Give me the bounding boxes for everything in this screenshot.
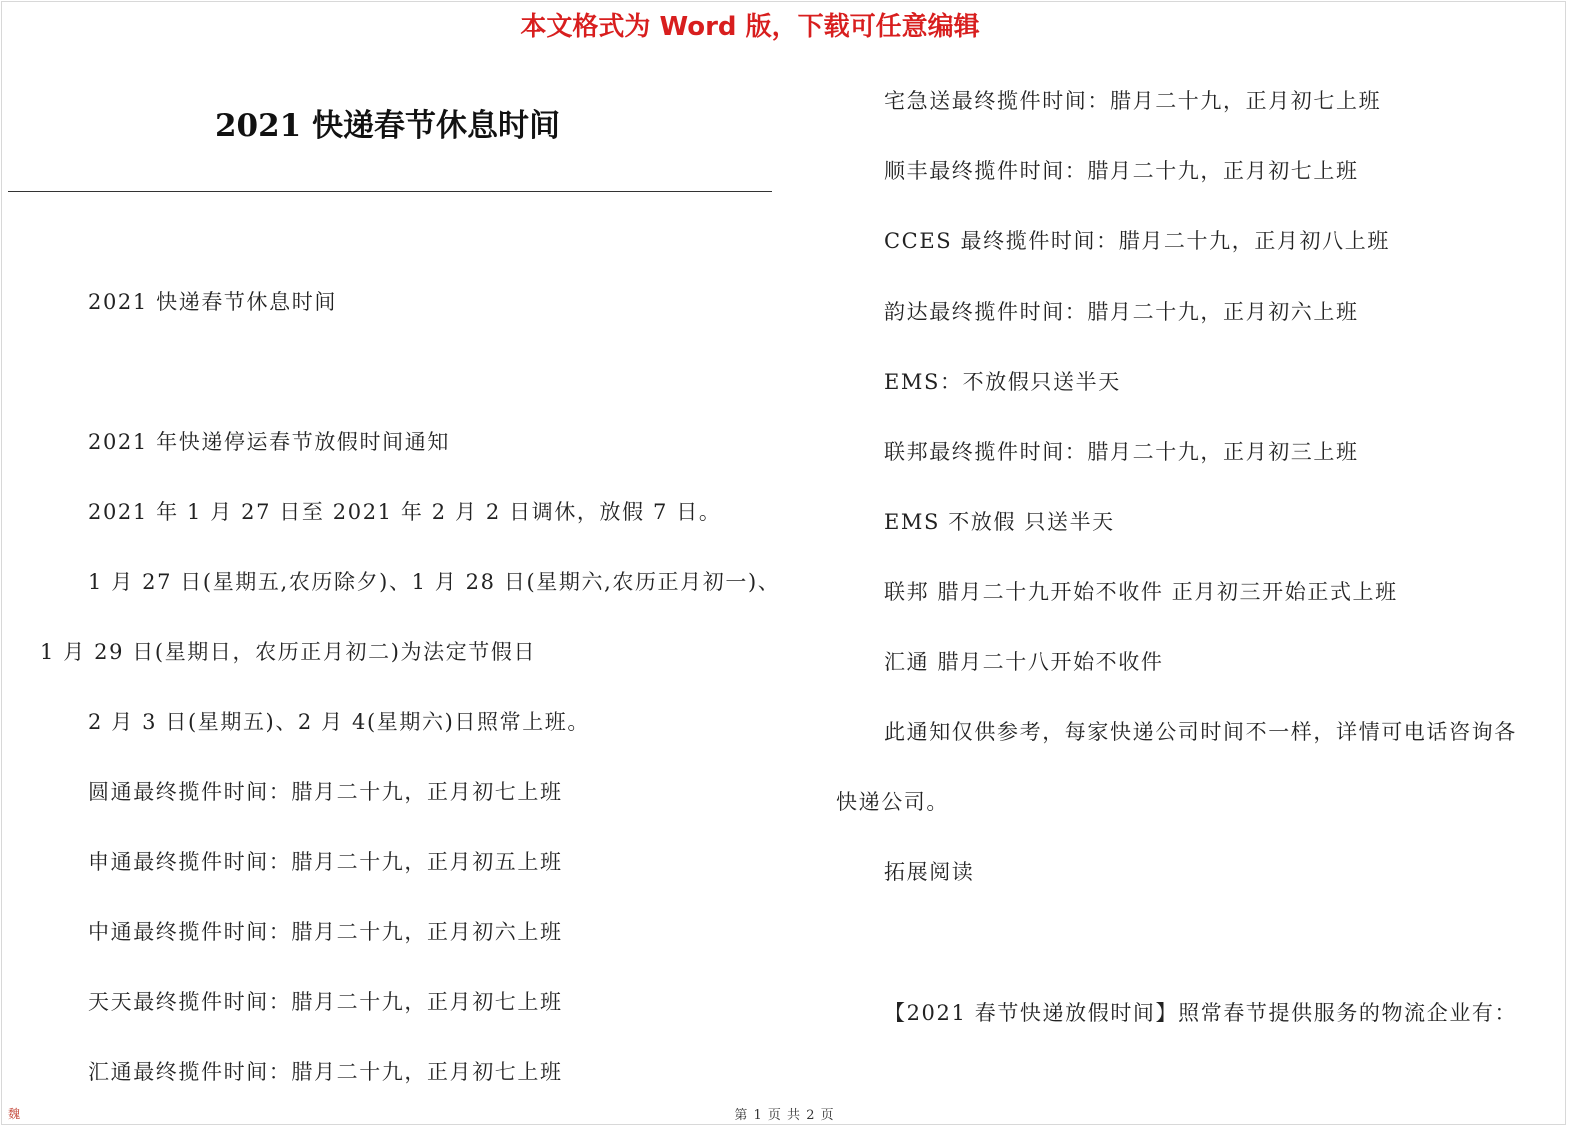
format-banner: 本文格式为 Word 版，下载可任意编辑: [520, 12, 980, 42]
left-paragraph: 1 月 29 日(星期日，农历正月初二)为法定节假日: [40, 640, 537, 664]
right-paragraph: 【2021 春节快递放假时间】照常春节提供服务的物流企业有：: [884, 1001, 1518, 1025]
right-paragraph: 快递公司。: [836, 790, 949, 814]
right-paragraph: 韵达最终揽件时间：腊月二十九，正月初六上班: [884, 300, 1359, 324]
left-paragraph: 1 月 27 日(星期五,农历除夕)、1 月 28 日(星期六,农历正月初一)、: [88, 570, 781, 594]
left-paragraph: 圆通最终揽件时间：腊月二十九，正月初七上班: [88, 780, 563, 804]
left-paragraph: 2 月 3 日(星期五)、2 月 4(星期六)日照常上班。: [88, 710, 590, 734]
left-paragraph: 天天最终揽件时间：腊月二十九，正月初七上班: [88, 990, 563, 1014]
left-paragraph: 申通最终揽件时间：腊月二十九，正月初五上班: [88, 850, 563, 874]
right-paragraph: 顺丰最终揽件时间：腊月二十九，正月初七上班: [884, 159, 1359, 183]
right-paragraph: 联邦 腊月二十九开始不收件 正月初三开始正式上班: [884, 580, 1398, 604]
right-paragraph: 拓展阅读: [884, 860, 975, 884]
page-footer: 第 1 页 共 2 页: [734, 1108, 835, 1123]
right-paragraph: 汇通 腊月二十八开始不收件: [884, 650, 1164, 674]
left-paragraph: 汇通最终揽件时间：腊月二十九，正月初七上班: [88, 1060, 563, 1084]
right-paragraph: 宅急送最终揽件时间：腊月二十九，正月初七上班: [884, 89, 1382, 113]
right-paragraph: CCES 最终揽件时间：腊月二十九，正月初八上班: [884, 229, 1390, 253]
right-paragraph: 联邦最终揽件时间：腊月二十九，正月初三上班: [884, 440, 1359, 464]
corner-mark: 魏: [8, 1107, 21, 1121]
right-paragraph: EMS：不放假只送半天: [884, 370, 1121, 394]
right-paragraph: EMS 不放假 只送半天: [884, 510, 1115, 534]
left-paragraph: 2021 年快递停运春节放假时间通知: [88, 430, 450, 454]
title-divider: [8, 191, 772, 192]
left-paragraph: 2021 年 1 月 27 日至 2021 年 2 月 2 日调休，放假 7 日。: [88, 500, 722, 524]
left-paragraph: 中通最终揽件时间：腊月二十九，正月初六上班: [88, 920, 563, 944]
document-title: 2021 快递春节休息时间: [214, 108, 561, 144]
left-paragraph: 2021 快递春节休息时间: [88, 290, 337, 314]
right-paragraph: 此通知仅供参考，每家快递公司时间不一样，详情可电话咨询各: [884, 720, 1517, 744]
